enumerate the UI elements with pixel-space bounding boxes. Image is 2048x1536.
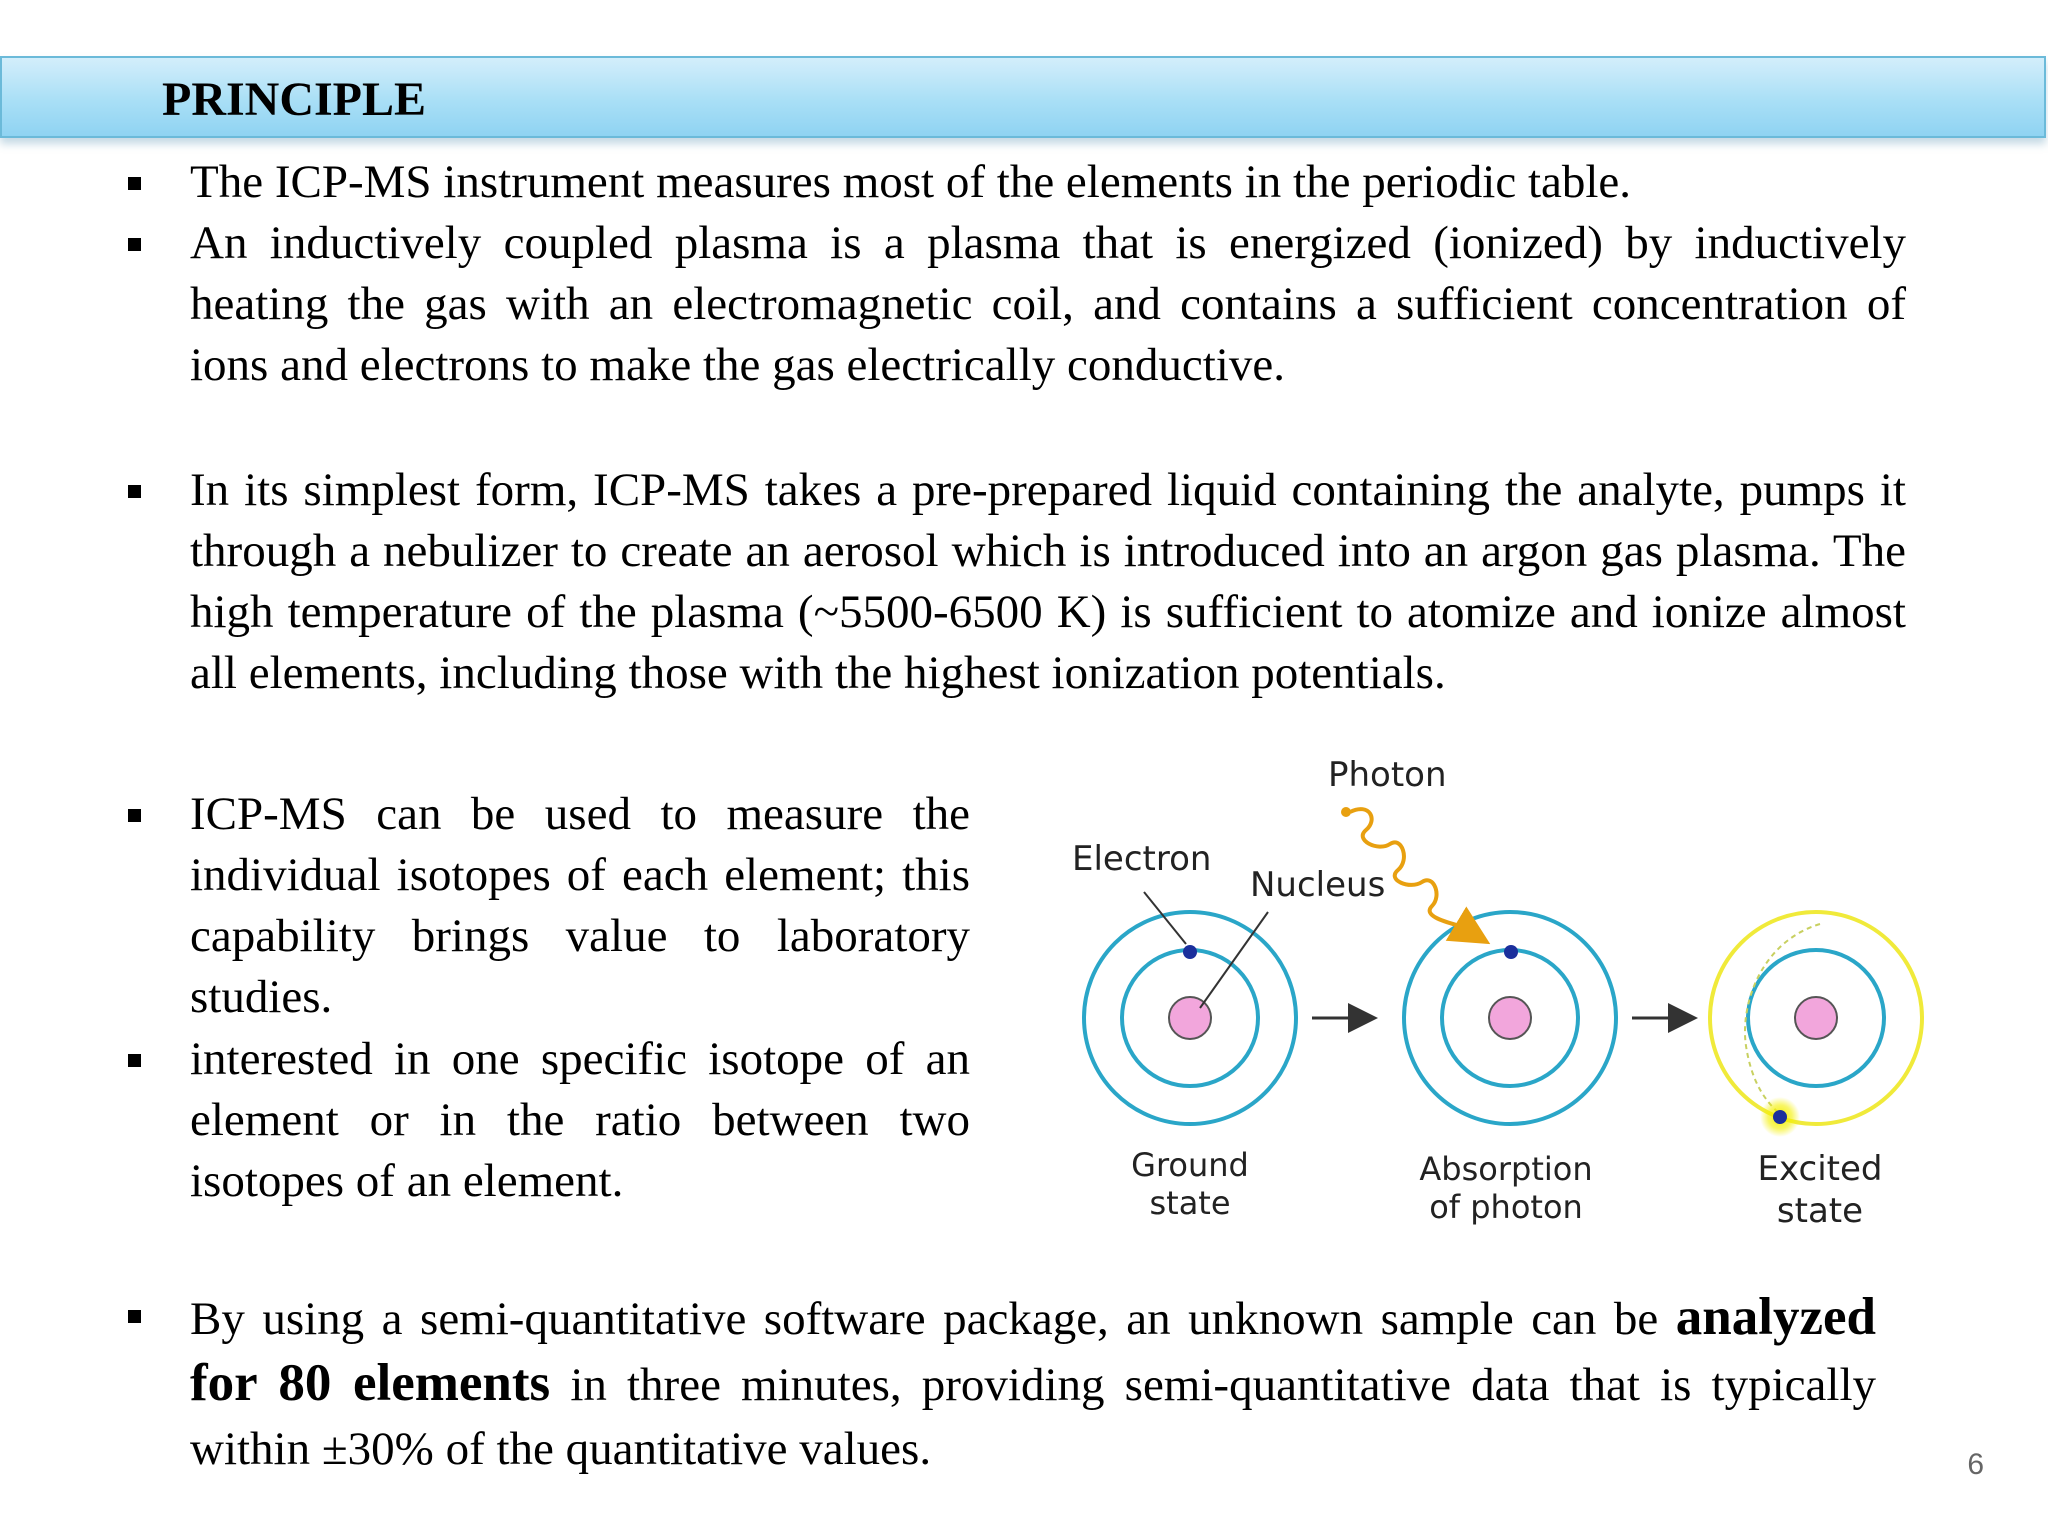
electron-dot	[1504, 945, 1518, 959]
absorption-label-2: of photon	[1429, 1188, 1583, 1226]
bullet-text: An inductively coupled plasma is a plasma that is energized (ionized) by inductively heating the gas with an electromagnetic coil, and contains a sufficient concentration of ions and electrons to make the gas electrically conductive.	[190, 217, 1906, 391]
ground-label-1: Ground	[1131, 1146, 1249, 1184]
bullet-square-icon	[128, 1310, 141, 1323]
bullet-emphasis: analyzed for 80 elements	[190, 1288, 1877, 1412]
atom-energy-diagram	[1060, 746, 2030, 1256]
absorption-atom	[1404, 912, 1616, 1124]
nucleus	[1489, 997, 1531, 1039]
electron-label: Electron	[1072, 839, 1212, 879]
bullet-item	[190, 1029, 970, 1212]
excited-state-atom	[1710, 912, 1922, 1137]
bullet-item	[190, 784, 970, 1028]
bullet-square-icon	[128, 485, 141, 498]
photon-label: Photon	[1328, 755, 1447, 795]
bullet-item	[190, 1285, 1876, 1481]
bullet-text-part: By using a semi-quantitative software package, an unknown sample can be	[190, 1293, 1659, 1345]
bullet-text: ICP-MS can be used to measure the individual isotopes of each element; this capability brings value to laboratory studies.	[190, 788, 970, 1023]
nucleus-pointer	[1200, 912, 1268, 1008]
nucleus-label: Nucleus	[1250, 865, 1386, 905]
excited-label-1: Excited	[1757, 1149, 1883, 1189]
bullet-square-icon	[128, 809, 141, 822]
excited-label-2: state	[1776, 1191, 1864, 1231]
bullet-item	[190, 152, 1910, 213]
photon-source-dot	[1341, 807, 1351, 817]
page-number: 6	[1967, 1448, 1984, 1481]
electron-dot	[1183, 945, 1197, 959]
bullet-text: The ICP-MS instrument measures most of the elements in the periodic table.	[190, 156, 1632, 208]
electron-dot	[1773, 1110, 1787, 1124]
bullet-square-icon	[128, 177, 141, 190]
absorption-label-1: Absorption	[1419, 1150, 1593, 1188]
bullet-text-part: in three minutes, providing semi-quantitative data that is typically within ±30% of the quantitative values.	[190, 1359, 1877, 1475]
nucleus	[1169, 997, 1211, 1039]
bullet-square-icon	[128, 1054, 141, 1067]
ground-state-atom	[1084, 892, 1296, 1124]
bullet-text	[190, 1285, 1876, 1481]
slide-title: PRINCIPLE	[162, 73, 427, 126]
bullet-square-icon	[128, 238, 141, 251]
title-bar	[0, 56, 2046, 138]
nucleus	[1795, 997, 1837, 1039]
bullet-text: interested in one specific isotope of an element or in the ratio between two isotopes of an element.	[190, 1033, 970, 1207]
ground-label-2: state	[1149, 1184, 1231, 1222]
bullet-item	[190, 213, 1906, 396]
bullet-text: In its simplest form, ICP-MS takes a pre-prepared liquid containing the analyte, pumps it through a nebulizer to create an aerosol which is introduced into an argon gas plasma. The high temperature of the plasma (~5500-6500 K) is sufficient to atomize and ionize almost all elements, including those with the highest ionization potentials.	[190, 464, 1906, 699]
bullet-item	[190, 460, 1906, 704]
